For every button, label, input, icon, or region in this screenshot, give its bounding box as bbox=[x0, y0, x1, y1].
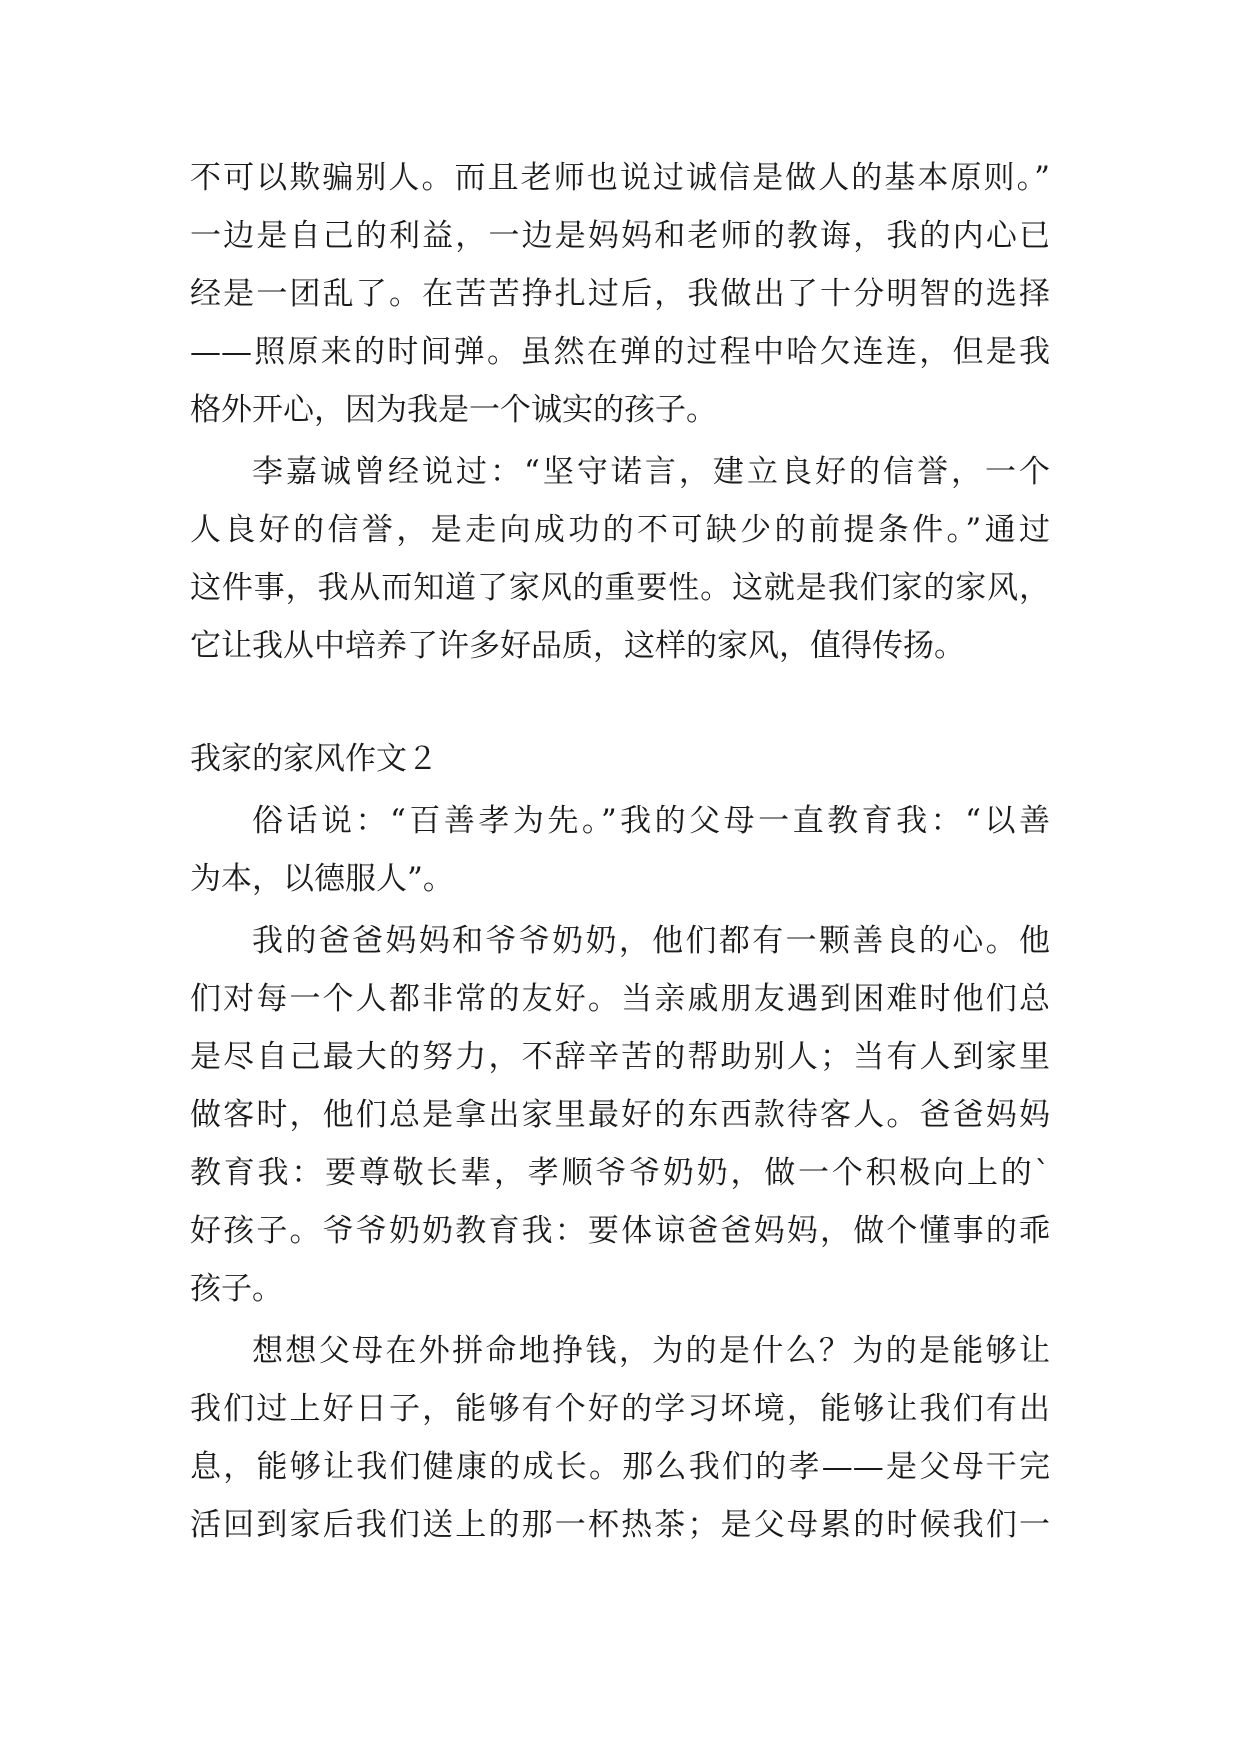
text-line: 俗话说：“百善孝为先。”我的父母一直教育我：“以善 bbox=[252, 803, 1050, 839]
text-line: 我的爸爸妈妈和爷爷奶奶，他们都有一颗善良的心。他 bbox=[252, 923, 1050, 959]
text-line: 活回到家后我们送上的那一杯热茶；是父母累的时候我们一 bbox=[190, 1507, 1050, 1543]
text-line: 息，能够让我们健康的成长。那么我们的孝——是父母干完 bbox=[190, 1449, 1050, 1485]
text-line: ——照原来的时间弹。虽然在弹的过程中哈欠连连，但是我 bbox=[190, 334, 1050, 370]
text-line: 做客时，他们总是拿出家里最好的东西款待客人。爸爸妈妈 bbox=[190, 1097, 1050, 1133]
text-line: 们对每一个人都非常的友好。当亲戚朋友遇到困难时他们总 bbox=[190, 981, 1050, 1017]
text-line: 它让我从中培养了许多好品质，这样的家风，值得传扬。 bbox=[190, 628, 965, 664]
text-line: 是尽自己最大的努力，不辞辛苦的帮助别人；当有人到家里 bbox=[190, 1039, 1050, 1075]
text-line: 不可以欺骗别人。而且老师也说过诚信是做人的基本原则。” bbox=[190, 160, 1050, 196]
text-line: 为本，以德服人”。 bbox=[190, 861, 454, 897]
text-line: 一边是自己的利益，一边是妈妈和老师的教诲，我的内心已 bbox=[190, 218, 1050, 254]
text-line: 我们过上好日子，能够有个好的学习坏境，能够让我们有出 bbox=[190, 1391, 1050, 1427]
text-line: 孩子。 bbox=[190, 1271, 283, 1307]
text-line: 人良好的信誉，是走向成功的不可缺少的前提条件。”通过 bbox=[190, 512, 1050, 548]
text-line: 李嘉诚曾经说过：“坚守诺言，建立良好的信誉，一个 bbox=[252, 454, 1050, 490]
text-line: 格外开心，因为我是一个诚实的孩子。 bbox=[190, 392, 717, 428]
section-title: 我家的家风作文２ bbox=[190, 741, 438, 777]
text-line: 这件事，我从而知道了家风的重要性。这就是我们家的家风， bbox=[190, 570, 1050, 606]
text-line: 想想父母在外拼命地挣钱，为的是什么？为的是能够让 bbox=[252, 1333, 1050, 1369]
text-line: 教育我：要尊敬长辈，孝顺爷爷奶奶，做一个积极向上的` bbox=[190, 1155, 1050, 1191]
text-line: 经是一团乱了。在苦苦挣扎过后，我做出了十分明智的选择 bbox=[190, 276, 1050, 312]
text-line: 好孩子。爷爷奶奶教育我：要体谅爸爸妈妈，做个懂事的乖 bbox=[190, 1213, 1050, 1249]
